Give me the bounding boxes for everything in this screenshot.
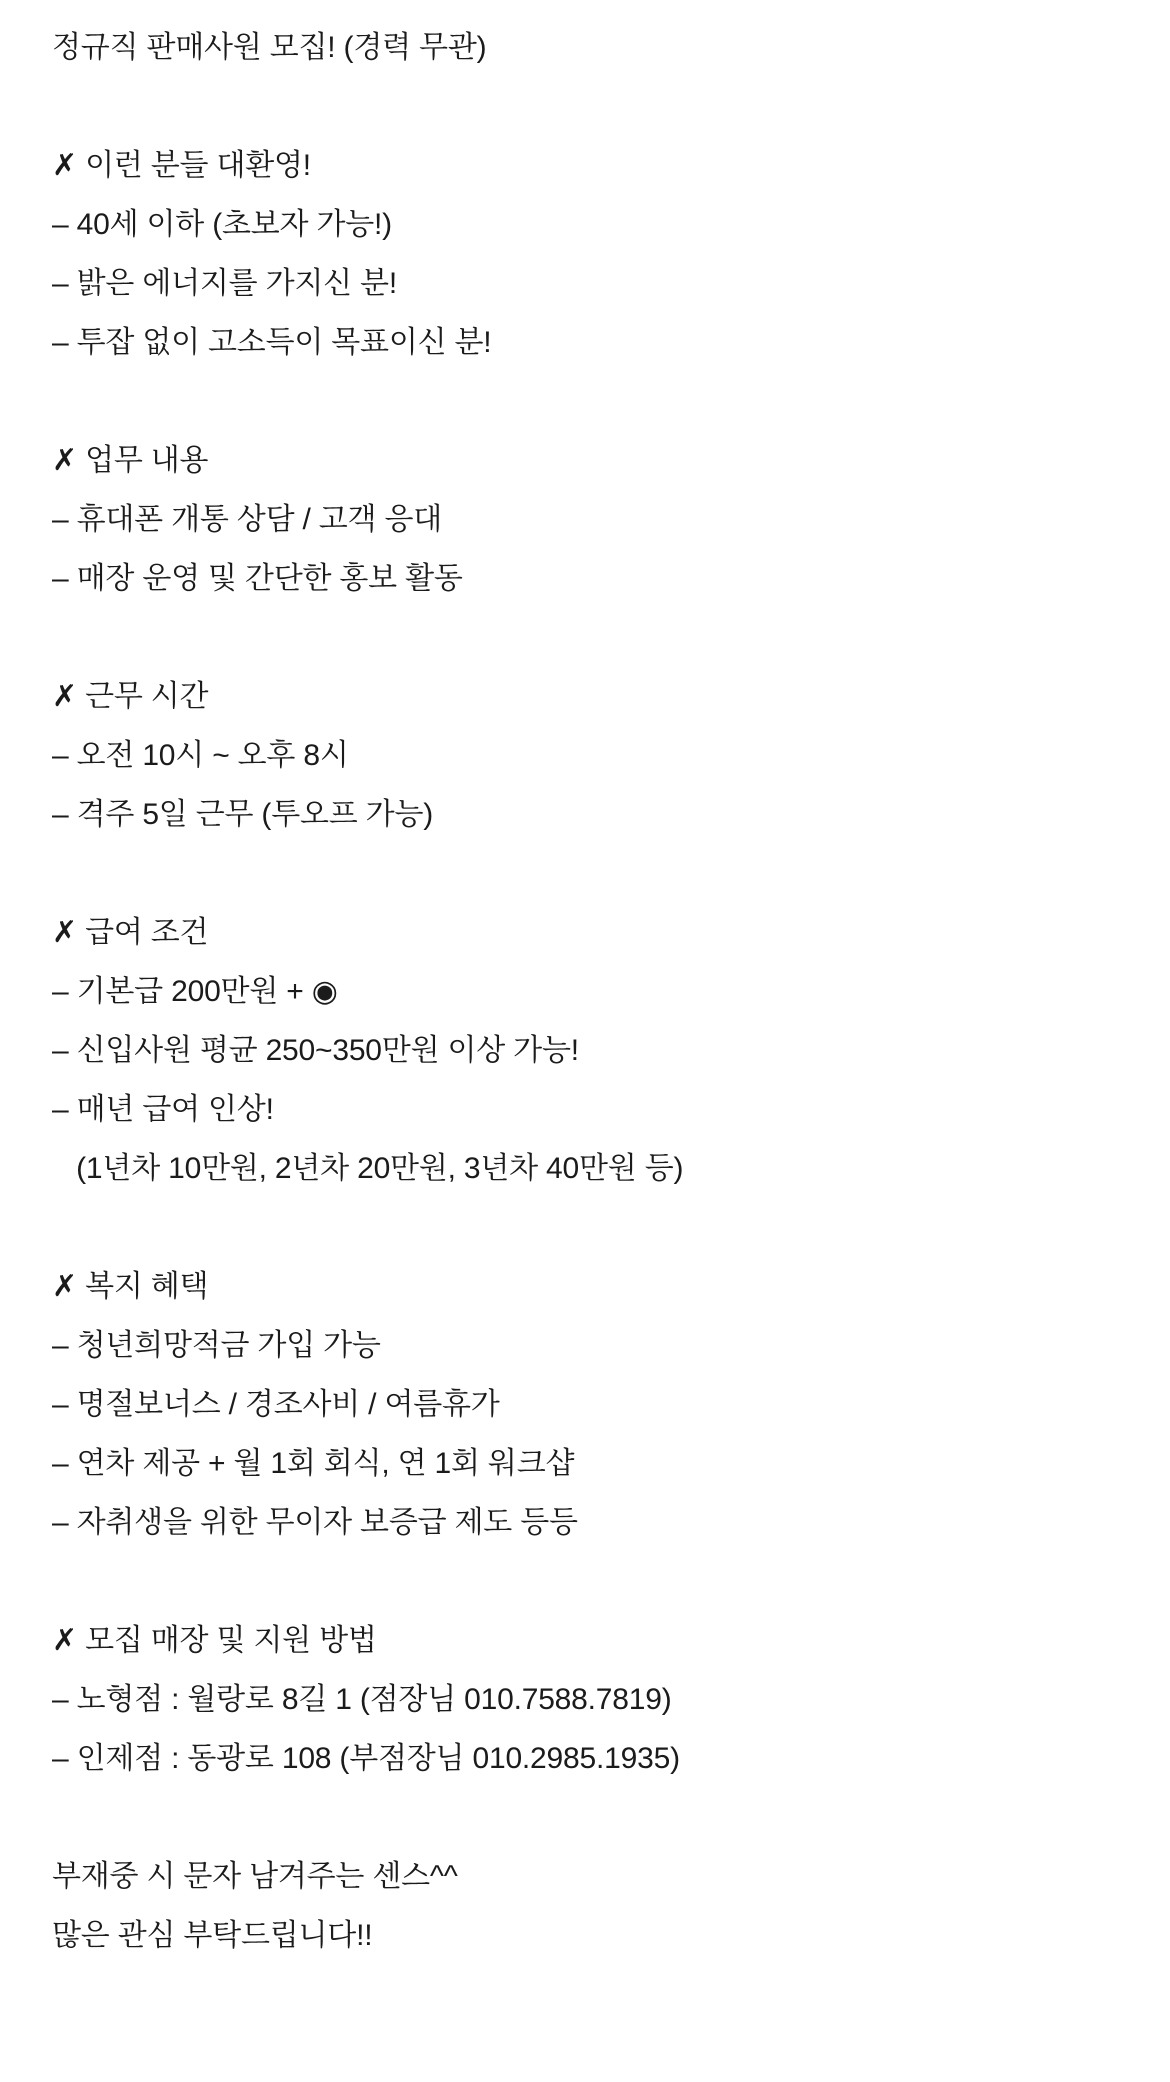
section-item: – 기본급 200만원 + ◉: [52, 975, 338, 1008]
section-salary: [52, 903, 1118, 1198]
section-benefits: [52, 1257, 1118, 1552]
section-item-store-nohyeong: – 노형점 : 월랑로 8길 1 (점장님 010.7588.7819): [52, 1683, 672, 1716]
section-item: – 매장 운영 및 간단한 홍보 활동: [52, 562, 463, 595]
section-item: – 명절보너스 / 경조사비 / 여름휴가: [52, 1388, 500, 1421]
section-working-hours: [52, 667, 1118, 844]
section-item: – 40세 이하 (초보자 가능!): [52, 208, 392, 241]
section-heading: ✗ 업무 내용: [52, 444, 209, 477]
section-heading: ✗ 이런 분들 대환영!: [52, 149, 311, 182]
section-heading: ✗ 급여 조건: [52, 916, 209, 949]
section-item: – 매년 급여 인상!: [52, 1093, 274, 1126]
section-item: – 오전 10시 ~ 오후 8시: [52, 739, 349, 772]
section-item: – 신입사원 평균 250~350만원 이상 가능!: [52, 1034, 579, 1067]
spacer: [52, 77, 1118, 136]
section-item: – 자취생을 위한 무이자 보증급 제도 등등: [52, 1506, 578, 1539]
spacer: [52, 1788, 1118, 1847]
section-item-store-inje: – 인제점 : 동광로 108 (부점장님 010.2985.1935): [52, 1742, 680, 1775]
spacer: [52, 1552, 1118, 1611]
section-item: – 밝은 에너지를 가지신 분!: [52, 267, 397, 300]
section-heading: ✗ 모집 매장 및 지원 방법: [52, 1624, 377, 1657]
section-heading: ✗ 근무 시간: [52, 680, 209, 713]
section-duties: [52, 431, 1118, 608]
spacer: [52, 372, 1118, 431]
section-welcome: [52, 136, 1118, 372]
closing-line: 많은 관심 부탁드립니다!!: [52, 1919, 373, 1952]
section-item: – 연차 제공 + 월 1회 회식, 연 1회 워크샵: [52, 1447, 575, 1480]
section-locations-apply: [52, 1611, 1118, 1788]
section-item: – 휴대폰 개통 상담 / 고객 응대: [52, 503, 443, 536]
section-heading: ✗ 복지 혜택: [52, 1270, 209, 1303]
closing-note: [52, 1847, 1118, 1965]
spacer: [52, 608, 1118, 667]
section-item-note: (1년차 10만원, 2년차 20만원, 3년차 40만원 등): [68, 1152, 684, 1185]
section-item: – 청년희망적금 가입 가능: [52, 1329, 381, 1362]
closing-line: 부재중 시 문자 남겨주는 센스^^: [52, 1860, 458, 1893]
section-item: – 투잡 없이 고소득이 목표이신 분!: [52, 326, 492, 359]
spacer: [52, 1198, 1118, 1257]
page-title: 정규직 판매사원 모집! (경력 무관): [52, 31, 487, 64]
spacer: [52, 844, 1118, 903]
section-item: – 격주 5일 근무 (투오프 가능): [52, 798, 434, 831]
